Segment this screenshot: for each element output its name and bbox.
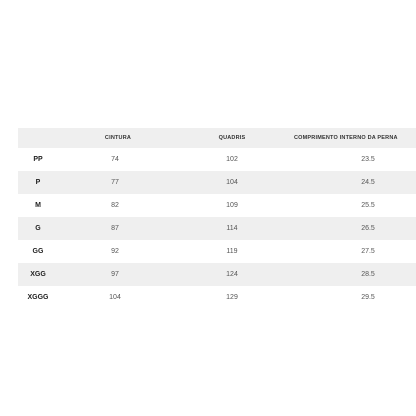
size-label: GG	[32, 248, 44, 255]
hips-value: 104	[226, 179, 238, 186]
inseam-value: 29.5	[361, 294, 375, 301]
table-row	[18, 240, 416, 263]
table-row	[18, 263, 416, 286]
size-chart-table	[18, 128, 416, 309]
size-label: XGGG	[27, 294, 49, 301]
hips-value: 114	[226, 225, 238, 232]
hips-value: 109	[226, 202, 238, 209]
waist-value: 104	[109, 294, 121, 301]
waist-value: 87	[111, 225, 119, 232]
header-inseam: COMPRIMENTO INTERNO DA PERNA	[294, 135, 398, 141]
hips-value: 124	[226, 271, 238, 278]
table-row	[18, 171, 416, 194]
hips-value: 102	[226, 156, 238, 163]
inseam-value: 27.5	[361, 248, 375, 255]
waist-value: 74	[111, 156, 119, 163]
inseam-value: 24.5	[361, 179, 375, 186]
waist-value: 92	[111, 248, 119, 255]
table-row	[18, 194, 416, 217]
table-row	[18, 286, 416, 309]
waist-value: 77	[111, 179, 119, 186]
table-header-row	[18, 128, 416, 148]
inseam-value: 23.5	[361, 156, 375, 163]
size-label: PP	[33, 156, 43, 163]
table-row	[18, 148, 416, 171]
waist-value: 97	[111, 271, 119, 278]
hips-value: 119	[226, 248, 238, 255]
size-label: XGG	[30, 271, 46, 278]
table-row	[18, 217, 416, 240]
header-waist: CINTURA	[104, 135, 132, 141]
size-label: M	[35, 202, 41, 209]
inseam-value: 25.5	[361, 202, 375, 209]
size-label: P	[35, 179, 41, 186]
size-label: G	[35, 225, 41, 232]
inseam-value: 28.5	[361, 271, 375, 278]
waist-value: 82	[111, 202, 119, 209]
header-hips: QUADRIS	[218, 135, 246, 141]
inseam-value: 26.5	[361, 225, 375, 232]
hips-value: 129	[226, 294, 238, 301]
